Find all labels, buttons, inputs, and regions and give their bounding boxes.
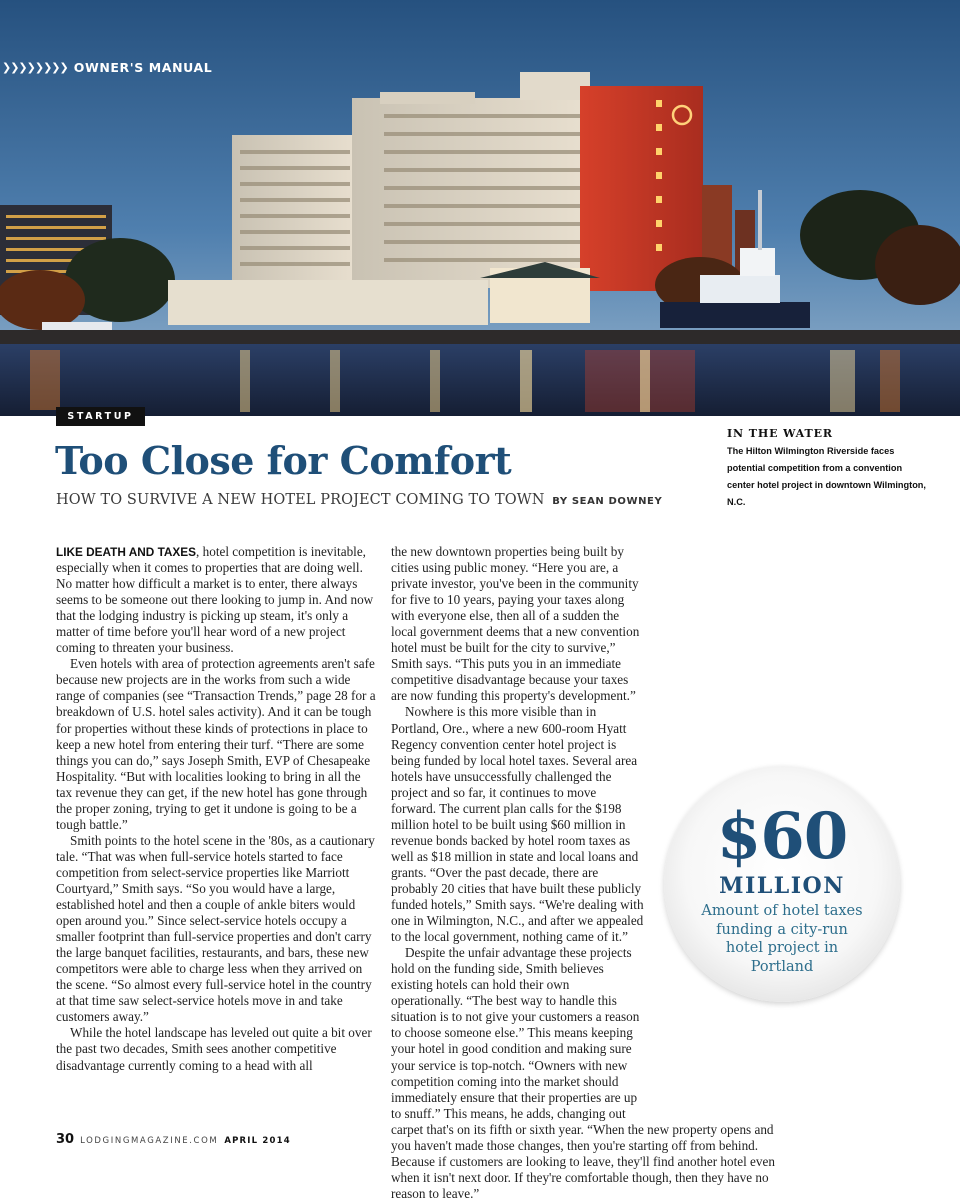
- paragraph: While the hotel landscape has leveled out quite a bit over the past two decades, Smith sees another competitive disadvantage currently coming to a head with all: [56, 1025, 372, 1073]
- paragraph: the new downtown properties being built by cities using public money. “Here you are, a private investor, you've been in the community for five to 10 years, paying your taxes along with everyone else, then all of a sudden the local government deems that a new convention hotel must be built for the city to survive,” Smith says. “This puts you in an immediate competitive disadvantage because your taxes are now funding this property's development.”: [391, 544, 640, 704]
- deck-text: HOW TO SURVIVE A NEW HOTEL PROJECT COMING TO TOWN: [56, 492, 545, 508]
- lede-caps: LIKE DEATH AND TAXES: [56, 545, 197, 559]
- page-number: 30: [56, 1132, 75, 1147]
- hero-photo: [0, 0, 960, 416]
- article-deck: [56, 492, 696, 508]
- caption-text: The Hilton Wilmington Riverside faces potential competition from a convention center hotel project in downtown Wilmington, N.C.: [727, 446, 926, 507]
- photo-caption: [727, 427, 927, 511]
- paragraph: Despite the unfair advantage these projects hold on the funding side, Smith believes existing hotels can hold their own operationally. “The best way to handle this situation is to not give your customers a reason to choose someone else.” This means keeping your hotel in good condition and making sure your service is top-notch. “Owners with new competition coming into the market should immediately ensure that their properties are up to snuff.” This means, he adds, changing out carpet that's on its fifth or sixth year. “When the new property opens and you haven't made those changes, then you're starting off from behind. Because if customers are looking to leave, they'll find another hotel even when it isn't next door. If they're comfortable though, then they have no reason to leave.”: [391, 945, 775, 1201]
- paragraph-text: , hotel competition is inevitable, especially when it comes to properties that are doing well. No matter how difficult a market is to enter, there always seems to be someone out there looking to jump in. And now that the lodging industry is picking up steam, it's only a matter of time before you'll hear word of a new project coming to threaten your business.: [56, 544, 374, 656]
- body-column-left: [56, 544, 376, 1074]
- stat-number: $60: [716, 799, 848, 874]
- paragraph: Even hotels with area of protection agreements aren't safe because new projects are in the works from such a wide range of companies (see “Transaction Trends,” page 28 for a breakdown of U.S. hotel sales activity). And it can be tough for properties without these kinds of protections in place to keep a new hotel from entering their turf. “There are some things you can do,” says Joseph Smith, EVP of Chesapeake Hospitality. “But with localities looking to bring in all the tax revenue they can get, if the new hotel has gone through the proper zoning, trying to get it undone is going to be a tough battle.”: [56, 656, 376, 832]
- pull-stat-circle: [664, 766, 900, 1002]
- byline: BY SEAN DOWNEY: [552, 496, 663, 507]
- issue-date: APRIL 2014: [224, 1136, 291, 1146]
- article-title: Too Close for Comfort: [55, 438, 512, 483]
- paragraph: Nowhere is this more visible than in Portland, Ore., where a new 600-room Hyatt Regency convention center hotel project is being funded by local hotel taxes. Several area hotels have unsuccessfully challenged the project and so far, it continues to move forward. The current plan calls for the $198 million hotel to be built using $60 million in revenue bonds backed by hotel room taxes as well as $18 million in state and local loans and grants. “Over the past decade, there are probably 20 cities that have built these publicly funded hotels,” Smith says. “We're dealing with one in Wilmington, N.C., and after we appealed to the local government, nothing came of it.”: [391, 704, 644, 945]
- section-tag: [0, 57, 212, 77]
- chevron-arrows-icon: ❯❯❯❯❯❯❯❯: [2, 60, 68, 74]
- section-label: OWNER'S MANUAL: [73, 59, 213, 75]
- caption-heading: IN THE WATER: [727, 427, 833, 440]
- stat-label: Amount of hotel taxes funding a city-run hotel project in Portland: [701, 903, 863, 975]
- paragraph: [56, 544, 376, 656]
- paragraph: Smith points to the hotel scene in the '80s, as a cautionary tale. “That was when full-service hotels started to face competition from select-service properties like Marriott Courtyard,” Smith says. “So you would have a large, established hotel and then a couple of ankle biters would open around you.” Since select-service hotels occupy a smaller footprint than full-service properties and don't carry the large banquet facilities, restaurants, and bars, these new competitors were able to charge less when they arrived on the scene. “So almost every full-service hotel in the country at that time saw select-service hotels move in and take customers away.”: [56, 832, 375, 1025]
- kicker-label: STARTUP: [56, 407, 145, 426]
- page-footer: [56, 1132, 291, 1147]
- stat-unit: MILLION: [719, 873, 845, 899]
- publication-url: LODGINGMAGAZINE.COM: [80, 1136, 219, 1146]
